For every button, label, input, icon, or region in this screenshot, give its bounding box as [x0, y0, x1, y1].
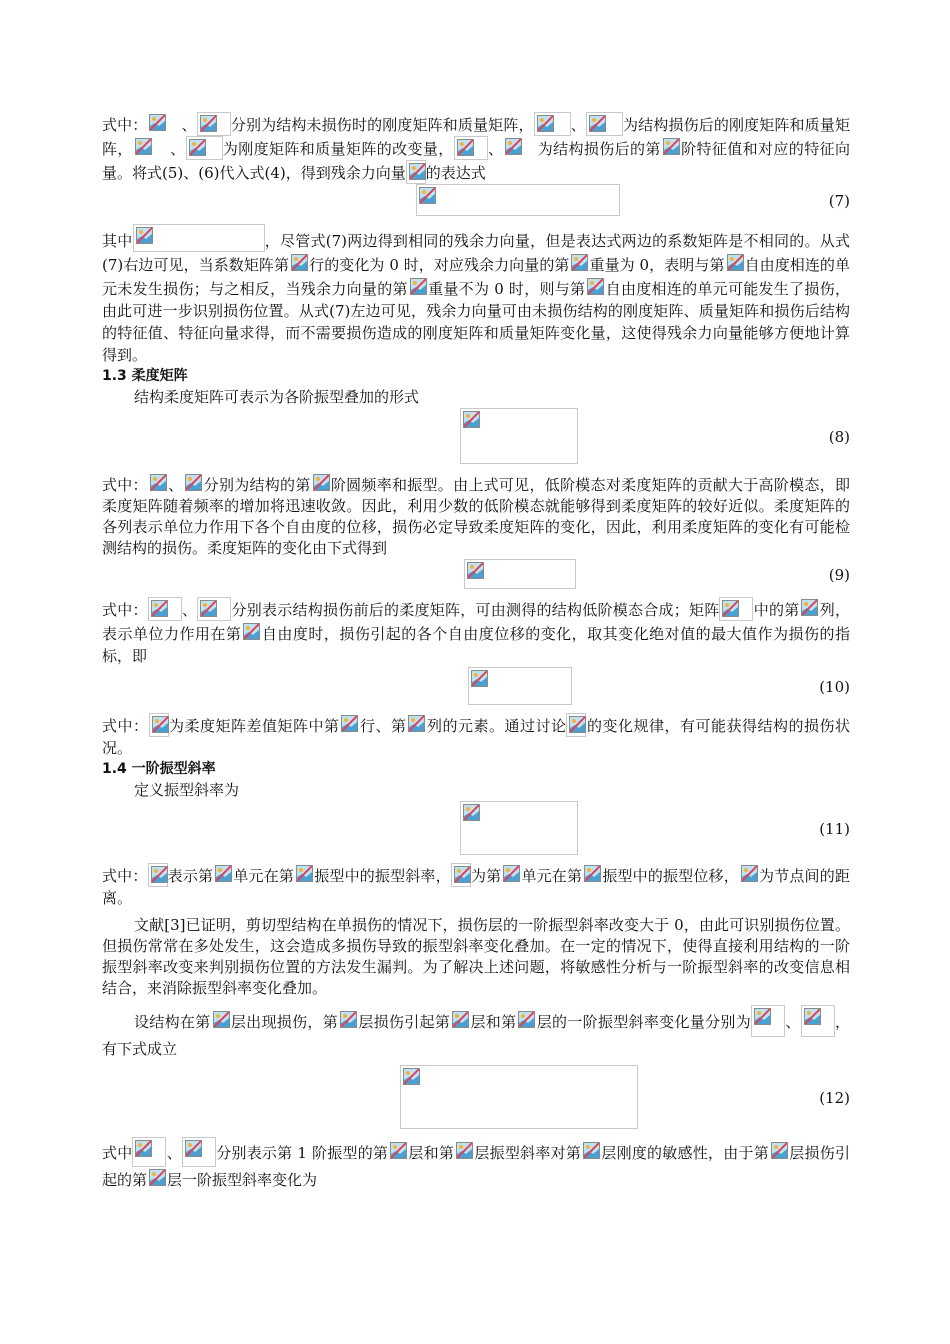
text-run: 为柔度矩阵差值矩阵中第: [168, 717, 340, 735]
broken-image-icon: [338, 1009, 358, 1033]
equation-image: [460, 801, 578, 855]
broken-image-icon: [799, 597, 819, 621]
broken-image-glyph: [185, 474, 202, 491]
equation-number: (10): [819, 678, 850, 696]
equation-12: [102, 1065, 850, 1131]
broken-image-glyph: [200, 600, 217, 617]
broken-image-icon: [516, 1009, 536, 1033]
broken-image-icon: [182, 1137, 216, 1167]
broken-image-glyph: [569, 716, 586, 733]
broken-image-icon: [197, 112, 231, 136]
broken-image-icon: [501, 863, 521, 887]
text-run: 分别表示第 1 阶振型的第: [215, 1144, 389, 1162]
text-run: 的表达式: [425, 164, 486, 182]
broken-image-icon: [148, 472, 168, 496]
broken-image-glyph: [589, 115, 606, 132]
broken-image-glyph: [471, 670, 488, 687]
text-run: 、: [785, 1013, 801, 1031]
broken-image-glyph: [135, 1140, 152, 1157]
broken-image-glyph: [151, 600, 168, 617]
broken-image-icon: [213, 863, 233, 887]
text-run: 中的第: [753, 601, 800, 619]
broken-image-glyph: [463, 411, 480, 428]
equation-number: (8): [828, 428, 850, 446]
equation-number: (12): [819, 1089, 850, 1107]
broken-image-glyph: [200, 115, 217, 132]
broken-image-icon: [183, 472, 203, 496]
broken-image-icon: [751, 1005, 785, 1037]
broken-image-icon: [147, 112, 181, 136]
broken-image-icon: [132, 1137, 166, 1167]
paragraph-flexibility-change: [102, 597, 850, 667]
broken-image-glyph: [503, 865, 520, 882]
text-run: 阶特征值和对应的特征向量。将式(5)、(6)代入式(4)，得到残余力向量: [102, 140, 850, 182]
broken-image-glyph: [149, 114, 166, 131]
broken-image-icon: [147, 1167, 167, 1191]
text-run: 分别表示结构损伤前后的柔度矩阵，可由测得的结构低阶模态合成；矩阵: [231, 601, 720, 619]
broken-image-glyph: [390, 1142, 407, 1159]
equation-number: (9): [828, 566, 850, 584]
broken-image-icon: [408, 276, 428, 300]
broken-image-glyph: [136, 227, 153, 244]
equation-image: [400, 1065, 638, 1129]
paragraph-slope-intro: [102, 779, 850, 801]
section-heading-1-4: 1.4 一阶振型斜率: [102, 761, 216, 777]
text-run: 层一阶振型斜率变化为: [167, 1171, 318, 1189]
broken-image-icon: [148, 863, 168, 887]
broken-image-glyph: [583, 1142, 600, 1159]
text-run: 文献[3]已证明，剪切型结构在单损伤的情况下，损伤层的一阶振型斜率改变大于 0，由此可识别损伤位置。但损伤常常在多处发生，这会造成多损伤导致的振型斜率变化叠加。在一定的情况下，使得直接利用结构的一阶振型斜率改变来判别损伤位置的方法发生漏判。为了解决上述问题，将敏感性分析与一阶振型斜率的改变信息相结合，来消除振型斜率变化叠加。: [102, 916, 850, 997]
broken-image-glyph: [587, 278, 604, 295]
broken-image-glyph: [313, 474, 330, 491]
broken-image-glyph: [410, 278, 427, 295]
text-run: 层刚度的敏感性，由于第: [601, 1144, 769, 1162]
equation-image: [464, 559, 576, 589]
broken-image-icon: [719, 597, 753, 621]
text-run: 、: [166, 1144, 182, 1162]
broken-image-icon: [211, 1009, 231, 1033]
paragraph-flexibility-element: [102, 713, 850, 759]
paragraph-slope-definition: [102, 863, 850, 909]
broken-image-glyph: [215, 865, 232, 882]
broken-image-glyph: [801, 599, 818, 616]
broken-image-glyph: [571, 254, 588, 271]
broken-image-glyph: [505, 138, 522, 155]
broken-image-glyph: [518, 1011, 535, 1028]
broken-image-glyph: [341, 715, 358, 732]
text-run: 、: [167, 476, 184, 494]
broken-image-glyph: [340, 1011, 357, 1028]
broken-image-icon: [769, 1140, 789, 1164]
text-run: 层损伤引起第: [358, 1013, 451, 1031]
equation-10: [102, 667, 850, 707]
equation-8: [102, 408, 850, 466]
broken-image-glyph: [771, 1142, 788, 1159]
text-run: 层出现损伤，第: [230, 1013, 339, 1031]
text-run: 设结构在第: [134, 1013, 211, 1031]
text-run: 单元在第: [521, 867, 583, 885]
broken-image-glyph: [754, 1008, 771, 1025]
broken-image-glyph: [135, 138, 152, 155]
broken-image-icon: [454, 136, 488, 160]
equation-7: [102, 184, 850, 218]
text-run: 的变化规律，有可能获得结构的损伤状况。: [102, 717, 850, 757]
broken-image-glyph: [537, 115, 554, 132]
broken-image-icon: [582, 863, 602, 887]
text-run: 为结构损伤后的第: [537, 140, 661, 158]
broken-image-icon: [569, 252, 589, 276]
broken-image-icon: [661, 136, 681, 160]
broken-image-icon: [406, 713, 426, 737]
text-run: 分别为结构的第: [203, 476, 311, 494]
text-run: 分别为结构未损伤时的刚度矩阵和质量矩阵，: [230, 116, 534, 134]
broken-image-icon: [586, 112, 623, 136]
text-run: 单元在第: [233, 867, 295, 885]
text-run: 定义振型斜率为: [134, 781, 240, 799]
broken-image-glyph: [457, 139, 474, 156]
broken-image-icon: [148, 597, 182, 621]
equation-number: (11): [819, 820, 850, 838]
broken-image-glyph: [291, 254, 308, 271]
text-run: 阶圆频率和振型。由上式可见，低阶模态对柔度矩阵的贡献大于高阶模态，即柔度矩阵随着频率的增加将迅速收敛。因此，利用少数的低阶模态就能够得到柔度矩阵的较好近似。柔度矩阵的各列表示单位力作用下各个自由度的位移，损伤必定导致柔度矩阵的变化，因此，利用柔度矩阵的变化有可能检测结构的损伤。柔度矩阵的变化由下式得到: [102, 476, 850, 557]
broken-image-glyph: [408, 715, 425, 732]
broken-image-icon: [566, 713, 586, 737]
text-run: 列，表示单位力作用在第: [102, 601, 850, 643]
text-run: 、: [570, 116, 586, 134]
broken-image-glyph: [454, 866, 471, 883]
broken-image-glyph: [150, 474, 167, 491]
broken-image-glyph: [152, 716, 169, 733]
text-run: 重量不为 0 时，则与第: [427, 280, 586, 298]
text-run: 层和第: [470, 1013, 517, 1031]
paragraph-residual-force: [102, 224, 850, 366]
broken-image-glyph: [189, 139, 206, 156]
text-run: 层和第: [408, 1144, 455, 1162]
text-run: 自由度相连的单元未发生损伤；与之相反，当残余力向量的第: [102, 256, 850, 298]
text-run: 结构柔度矩阵可表示为各阶振型叠加的形式: [134, 388, 420, 406]
text-run: 表示第: [167, 867, 214, 885]
text-run: 振型中的振型位移，: [602, 867, 739, 885]
text-run: 式中：: [102, 601, 148, 619]
equation-11: [102, 801, 850, 857]
broken-image-icon: [241, 621, 261, 645]
text-run: 振型中的振型斜率，: [314, 867, 451, 885]
text-run: 层损伤引起的第: [102, 1144, 850, 1189]
broken-image-icon: [450, 1009, 470, 1033]
broken-image-glyph: [149, 1169, 166, 1186]
text-run: 式中: [102, 1144, 133, 1162]
broken-image-icon: [454, 1140, 474, 1164]
broken-image-glyph: [722, 600, 739, 617]
broken-image-glyph: [151, 866, 168, 883]
broken-image-icon: [739, 863, 759, 887]
broken-image-glyph: [727, 254, 744, 271]
broken-image-icon: [451, 863, 471, 887]
broken-image-glyph: [419, 187, 436, 204]
text-run: 为第: [470, 867, 502, 885]
equation-number: (7): [828, 192, 850, 210]
text-run: ，尽管式(7)两边得到相同的残余力向量，但是表达式两边的系数矩阵是不相同的。从式(7)右边可见，当系数矩阵第: [102, 232, 850, 274]
broken-image-glyph: [409, 163, 426, 180]
broken-image-icon: [406, 160, 426, 184]
broken-image-glyph: [403, 1068, 420, 1085]
broken-image-icon: [503, 136, 537, 160]
section-heading-1-3: 1.3 柔度矩阵: [102, 368, 188, 384]
paragraph-flexibility-explanation: [102, 472, 850, 559]
text-run: 式中：: [102, 867, 148, 885]
text-run: 为节点间的距离。: [102, 867, 850, 907]
broken-image-icon: [388, 1140, 408, 1164]
broken-image-icon: [581, 1140, 601, 1164]
broken-image-glyph: [804, 1008, 821, 1025]
paragraph-reference-3: [102, 915, 850, 999]
text-run: 为结构损伤后的刚度矩阵和质量矩阵，: [102, 116, 850, 158]
broken-image-glyph: [185, 1140, 202, 1157]
broken-image-icon: [585, 276, 605, 300]
broken-image-icon: [311, 472, 331, 496]
broken-image-icon: [534, 112, 571, 136]
broken-image-glyph: [243, 623, 260, 640]
text-run: 层的一阶振型斜率变化量分别为: [536, 1013, 752, 1031]
text-run: 行、第: [359, 717, 407, 735]
equation-image: [416, 184, 620, 216]
broken-image-icon: [133, 136, 170, 160]
paragraph-flexibility-intro: [102, 386, 850, 408]
text-run: 其中: [102, 232, 133, 250]
text-run: 式中：: [102, 476, 148, 494]
text-run: 层振型斜率对第: [474, 1144, 582, 1162]
text-run: 自由度相连的单元可能发生了损伤，由此可进一步识别损伤位置。从式(7)左边可见，残余力向量可由未损伤结构的刚度矩阵、质量矩阵和损伤后结构的特征值、特征向量求得，而不需要损伤造成的刚度矩阵和质量矩阵变化量，这使得残余力向量能够方便地计算得到。: [102, 280, 850, 364]
broken-image-glyph: [463, 804, 480, 821]
text-run: 、: [487, 140, 504, 158]
broken-image-icon: [149, 713, 169, 737]
broken-image-icon: [186, 136, 223, 160]
broken-image-icon: [725, 252, 745, 276]
text-run: 、: [169, 140, 186, 158]
paragraph-matrix-definitions: [102, 112, 850, 184]
text-run: 重量为 0，表明与第: [589, 256, 725, 274]
text-run: 、: [181, 116, 197, 134]
text-run: ，有下式成立: [102, 1013, 850, 1058]
text-run: 行的变化为 0 时，对应残余力向量的第: [309, 256, 570, 274]
paragraph-sensitivity: [102, 1137, 850, 1193]
broken-image-glyph: [741, 865, 758, 882]
text-run: 为刚度矩阵和质量矩阵的改变量，: [222, 140, 454, 158]
equation-9: [102, 559, 850, 591]
broken-image-icon: [339, 713, 359, 737]
equation-image: [460, 408, 578, 464]
broken-image-icon: [289, 252, 309, 276]
text-run: 、: [181, 601, 198, 619]
broken-image-glyph: [456, 1142, 473, 1159]
broken-image-icon: [801, 1005, 835, 1037]
text-run: 自由度时，损伤引起的各个自由度位移的变化，取其变化绝对值的最大值作为损伤的指标，即: [102, 625, 850, 665]
broken-image-glyph: [296, 865, 313, 882]
text-run: 列的元素。通过讨论: [426, 717, 567, 735]
broken-image-glyph: [213, 1011, 230, 1028]
equation-image: [468, 667, 572, 705]
paragraph-damage-assumption: [102, 1005, 850, 1061]
text-run: 式中：: [102, 717, 149, 735]
document-body: [102, 112, 850, 1193]
broken-image-glyph: [584, 865, 601, 882]
broken-image-icon: [133, 224, 265, 252]
broken-image-icon: [294, 863, 314, 887]
broken-image-icon: [197, 597, 231, 621]
broken-image-glyph: [663, 138, 680, 155]
broken-image-glyph: [467, 562, 484, 579]
broken-image-glyph: [452, 1011, 469, 1028]
text-run: 式中：: [102, 116, 148, 134]
